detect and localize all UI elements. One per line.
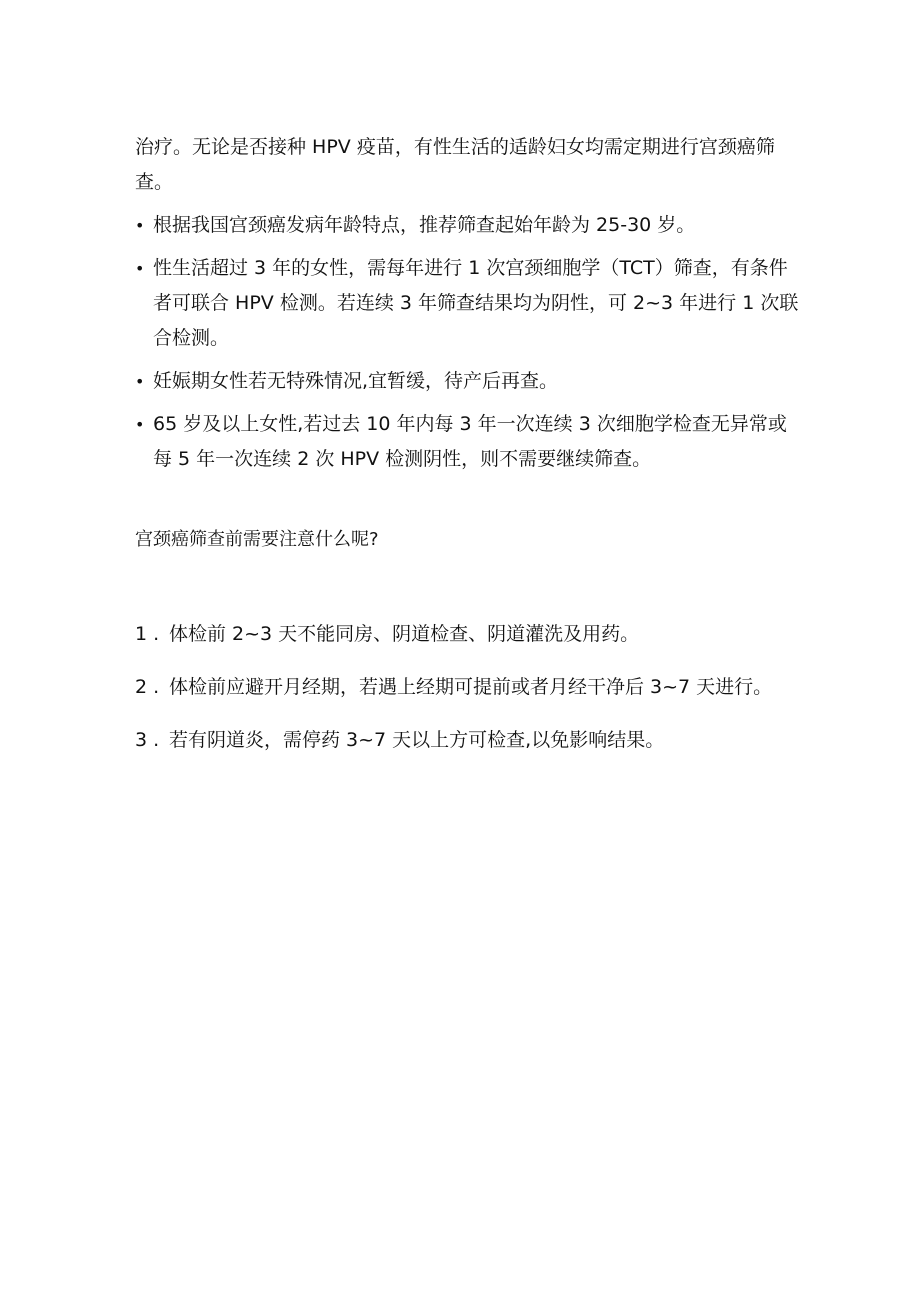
bullet-icon: • bbox=[135, 415, 145, 434]
list-item-text: 根据我国宫颈癌发病年龄特点，推荐筛查起始年龄为 25-30 岁。 bbox=[153, 214, 696, 236]
list-item-number: 2 . bbox=[135, 676, 160, 698]
list-item-number: 1 . bbox=[135, 623, 160, 645]
list-item bbox=[135, 723, 805, 758]
bullet-icon: • bbox=[135, 372, 145, 391]
precautions-list bbox=[135, 617, 805, 758]
list-item bbox=[135, 364, 805, 399]
section-heading: 宫颈癌筛查前需要注意什么呢? bbox=[135, 529, 379, 550]
list-item bbox=[135, 407, 805, 477]
list-item-text: 妊娠期女性若无特殊情况,宜暂缓，待产后再查。 bbox=[153, 370, 559, 392]
intro-paragraph: 治疗。无论是否接种 HPV 疫苗，有性生活的适龄妇女均需定期进行宫颈癌筛查。 bbox=[135, 136, 775, 193]
bullet-icon: • bbox=[135, 259, 145, 278]
list-item bbox=[135, 208, 805, 243]
list-item bbox=[135, 670, 805, 705]
list-item-text: 体检前应避开月经期，若遇上经期可提前或者月经干净后 3~7 天进行。 bbox=[169, 676, 773, 698]
list-item-text: 体检前 2~3 天不能同房、阴道检查、阴道灌洗及用药。 bbox=[169, 623, 640, 645]
list-item bbox=[135, 251, 805, 356]
list-item bbox=[135, 617, 805, 652]
list-item-text: 若有阴道炎，需停药 3~7 天以上方可检查,以免影响结果。 bbox=[169, 729, 665, 751]
document-body bbox=[135, 130, 805, 776]
list-item-text: 65 岁及以上女性,若过去 10 年内每 3 年一次连续 3 次细胞学检查无异常或每 5 年一次连续 2 次 HPV 检测阴性，则不需要继续筛查。 bbox=[153, 413, 787, 470]
list-item-number: 3 . bbox=[135, 729, 160, 751]
list-item-text: 性生活超过 3 年的女性，需每年进行 1 次宫颈细胞学（TCT）筛查，有条件者可联合 HPV 检测。若连续 3 年筛查结果均为阴性，可 2~3 年进行 1 次联合检测。 bbox=[153, 257, 799, 349]
screening-guideline-list bbox=[135, 208, 805, 477]
bullet-icon: • bbox=[135, 216, 145, 235]
